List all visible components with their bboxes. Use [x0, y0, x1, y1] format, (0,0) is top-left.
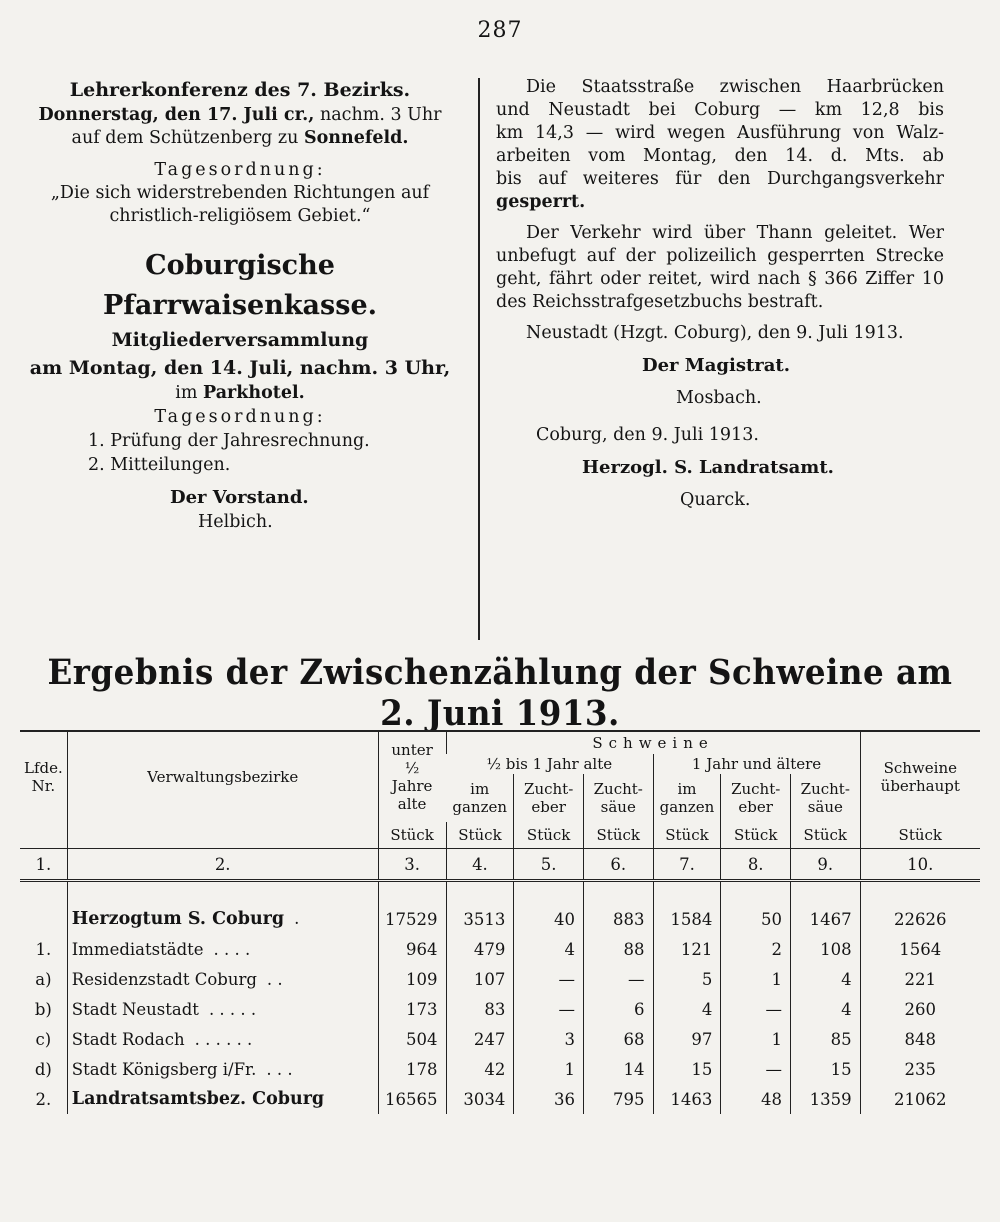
colnum-5: 5. — [514, 849, 584, 881]
road-notice-line-2: und Neustadt bei Coburg — km 12,8 bis — [496, 100, 944, 120]
colnum-4: 4. — [446, 849, 514, 881]
value-col-4: 42 — [446, 1054, 514, 1084]
column-number-row — [20, 849, 980, 881]
traffic-line-2: unbefugt auf der polizeilich gesperrten Strecke — [496, 246, 944, 266]
value-col-10: 21062 — [860, 1084, 980, 1114]
table-row — [20, 934, 980, 964]
colnum-3: 3. — [378, 849, 446, 881]
value-col-7: 1463 — [653, 1084, 721, 1114]
value-col-4: 107 — [446, 964, 514, 994]
row-number — [20, 904, 67, 934]
value-col-5: 4 — [514, 934, 584, 964]
leader-dots: . . . . . — [208, 999, 257, 1019]
value-col-7: 97 — [653, 1024, 721, 1054]
value-col-7: 15 — [653, 1054, 721, 1084]
kasse-signer-name: Helbich. — [198, 512, 273, 532]
value-col-6: 883 — [583, 904, 653, 934]
magistrat-signer: Der Magistrat. — [642, 355, 790, 376]
table-row — [20, 904, 980, 934]
header-half-to-one: ½ bis 1 Jahr alte — [486, 755, 613, 773]
district-name-cell — [67, 1054, 378, 1084]
district-name-cell — [67, 934, 378, 964]
unit-8: Stück — [721, 822, 791, 849]
unit-9: Stück — [790, 822, 860, 849]
kasse-signer: Der Vorstand. — [170, 487, 309, 508]
value-col-3: 964 — [378, 934, 446, 964]
kasse-meeting: Mitgliederversammlung — [111, 329, 369, 351]
conference-topic-2: christlich-religiösem Gebiet.“ — [109, 206, 371, 226]
value-col-10: 1564 — [860, 934, 980, 964]
table-row — [20, 1024, 980, 1054]
road-notice-line-6: gesperrt. — [496, 192, 586, 212]
colnum-10: 10. — [860, 849, 980, 881]
colnum-1: 1. — [20, 849, 67, 881]
value-col-4: 83 — [446, 994, 514, 1024]
table-title: Ergebnis der Zwischenzählung der Schweine am 2. Juni 1913. — [47, 652, 953, 734]
row-number: c) — [35, 1029, 52, 1049]
table-row — [20, 994, 980, 1024]
value-col-3: 178 — [378, 1054, 446, 1084]
magistrat-name: Mosbach. — [676, 388, 762, 408]
value-col-8: — — [721, 1054, 791, 1084]
road-notice-line-1: Die Staatsstraße zwischen Haarbrücken — [526, 77, 944, 97]
value-col-6: — — [583, 964, 653, 994]
district-name: Residenzstadt Coburg — [71, 969, 257, 989]
header-ueberhaupt: Schweine überhaupt — [860, 731, 980, 822]
conference-title: Lehrerkonferenz des 7. Bezirks. — [69, 79, 411, 101]
header-zuchtsaeue-1: Zucht-säue — [583, 774, 653, 822]
column-divider — [478, 78, 480, 640]
leader-dots: . . . . . . — [194, 1029, 253, 1049]
row-number: 1. — [35, 939, 52, 959]
value-col-3: 17529 — [378, 904, 446, 934]
left-column — [20, 76, 460, 534]
value-col-9: 1467 — [790, 904, 860, 934]
header-one-and-older: 1 Jahr und ältere — [653, 754, 860, 774]
value-col-8: — — [721, 994, 791, 1024]
kasse-place — [20, 382, 460, 405]
district-name-cell — [67, 964, 378, 994]
traffic-line-4: des Reichsstrafgesetzbuchs bestraft. — [496, 292, 824, 312]
landratsamt-signer: Herzogl. S. Landratsamt. — [582, 457, 834, 478]
value-col-8: 2 — [721, 934, 791, 964]
district-name-cell — [67, 904, 378, 934]
road-notice-line-5: bis auf weiteres für den Durchgangsverkehr — [496, 169, 944, 189]
header-im-ganzen-1: im ganzen — [452, 780, 508, 816]
road-notice-line-3: km 14,3 — wird wegen Ausführung von Walz- — [496, 123, 944, 143]
leader-dots: . — [294, 909, 300, 928]
value-col-9: 4 — [790, 964, 860, 994]
conference-place — [20, 127, 460, 150]
value-col-8: 1 — [721, 1024, 791, 1054]
unit-10: Stück — [860, 822, 980, 849]
value-col-3: 109 — [378, 964, 446, 994]
value-col-6: 6 — [583, 994, 653, 1024]
unit-3: Stück — [378, 822, 446, 849]
value-col-8: 1 — [721, 964, 791, 994]
kasse-place-name: Parkhotel. — [203, 383, 305, 403]
kasse-title: Coburgische Pfarrwaisenkasse. — [102, 250, 378, 321]
value-col-3: 16565 — [378, 1084, 446, 1114]
header-zuchtsaeue-2: Zucht-säue — [790, 774, 860, 822]
value-col-9: 1359 — [790, 1084, 860, 1114]
value-col-5: — — [514, 994, 584, 1024]
header-lfde-nr: Lfde. Nr. — [20, 731, 67, 822]
kasse-agenda-item-1: 1. Prüfung der Jahresrechnung. — [88, 431, 370, 451]
row-number: a) — [35, 969, 52, 989]
value-col-9: 108 — [790, 934, 860, 964]
place-date-neustadt: Neustadt (Hzgt. Coburg), den 9. Juli 1913. — [526, 323, 904, 343]
leader-dots: . . . . — [213, 939, 251, 959]
value-col-10: 221 — [860, 964, 980, 994]
value-col-5: 3 — [514, 1024, 584, 1054]
conference-date — [20, 104, 460, 127]
value-col-3: 173 — [378, 994, 446, 1024]
district-name: Landratsamtsbez. Coburg — [71, 1089, 325, 1109]
header-im-ganzen-2: im ganzen — [653, 774, 721, 822]
table-row — [20, 1054, 980, 1084]
colnum-6: 6. — [583, 849, 653, 881]
landratsamt-name: Quarck. — [680, 490, 751, 510]
value-col-7: 1584 — [653, 904, 721, 934]
conference-place-pre: auf dem Schützenberg zu — [71, 128, 299, 148]
kasse-agenda-item-2: 2. Mitteilungen. — [88, 455, 231, 475]
value-col-5: 36 — [514, 1084, 584, 1114]
district-name-cell — [67, 994, 378, 1024]
district-name: Stadt Rodach — [71, 1029, 185, 1049]
district-name-cell — [67, 1084, 378, 1114]
value-col-5: 1 — [514, 1054, 584, 1084]
leader-dots: . . — [266, 969, 283, 989]
value-col-7: 5 — [653, 964, 721, 994]
value-col-6: 68 — [583, 1024, 653, 1054]
value-col-9: 4 — [790, 994, 860, 1024]
conference-place-name: Sonnefeld. — [303, 128, 409, 148]
conference-date-time: nachm. 3 Uhr — [319, 105, 442, 125]
value-col-3: 504 — [378, 1024, 446, 1054]
colnum-8: 8. — [721, 849, 791, 881]
kasse-date: am Montag, den 14. Juli, nachm. 3 Uhr, — [29, 357, 451, 379]
value-col-5: — — [514, 964, 584, 994]
unit-4: Stück — [446, 822, 514, 849]
row-number: d) — [34, 1059, 52, 1079]
row-number: 2. — [35, 1089, 52, 1109]
header-zuchteber-2: Zucht-eber — [721, 774, 791, 822]
value-col-7: 4 — [653, 994, 721, 1024]
conference-topic-1: „Die sich widerstrebenden Richtungen auf — [50, 183, 430, 203]
traffic-line-1: Der Verkehr wird über Thann geleitet. Wer — [526, 223, 944, 243]
district-name: Stadt Neustadt — [71, 999, 199, 1019]
value-col-10: 235 — [860, 1054, 980, 1084]
leader-dots: . . . — [266, 1059, 293, 1079]
district-name: Immediatstädte — [71, 939, 204, 959]
kasse-agenda-label: Tagesordnung: — [154, 407, 326, 427]
table-body — [20, 904, 980, 1114]
value-col-10: 848 — [860, 1024, 980, 1054]
value-col-8: 48 — [721, 1084, 791, 1114]
value-col-6: 795 — [583, 1084, 653, 1114]
colnum-7: 7. — [653, 849, 721, 881]
table-row — [20, 964, 980, 994]
value-col-9: 85 — [790, 1024, 860, 1054]
unit-6: Stück — [583, 822, 653, 849]
conference-date-bold: Donnerstag, den 17. Juli cr., — [38, 105, 315, 125]
value-col-8: 50 — [721, 904, 791, 934]
value-col-9: 15 — [790, 1054, 860, 1084]
header-bezirke: Verwaltungsbezirke — [67, 731, 378, 822]
header-unter: unter ½ Jahre alte — [378, 731, 446, 822]
road-notice-line-4: arbeiten vom Montag, den 14. d. Mts. ab — [496, 146, 944, 166]
pig-census-table — [20, 730, 980, 1114]
table-row — [20, 1084, 980, 1114]
row-number: b) — [34, 999, 52, 1019]
value-col-4: 247 — [446, 1024, 514, 1054]
district-name: Stadt Königsberg i/Fr. — [71, 1059, 257, 1079]
district-name: Herzogtum S. Coburg — [71, 909, 285, 929]
value-col-5: 40 — [514, 904, 584, 934]
colnum-2: 2. — [67, 849, 378, 881]
unit-7: Stück — [653, 822, 721, 849]
value-col-7: 121 — [653, 934, 721, 964]
kasse-place-pre: im — [175, 383, 198, 403]
value-col-4: 3513 — [446, 904, 514, 934]
header-schweine: Schweine — [446, 731, 860, 754]
value-col-4: 479 — [446, 934, 514, 964]
header-zuchteber-1: Zucht-eber — [514, 774, 584, 822]
value-col-10: 22626 — [860, 904, 980, 934]
conference-agenda-label: Tagesordnung: — [154, 160, 326, 180]
right-column — [496, 76, 944, 512]
value-col-10: 260 — [860, 994, 980, 1024]
district-name-cell — [67, 1024, 378, 1054]
value-col-6: 14 — [583, 1054, 653, 1084]
traffic-line-3: geht, fährt oder reitet, wird nach § 366 Ziffer 10 — [496, 269, 944, 289]
unit-5: Stück — [514, 822, 584, 849]
place-date-coburg: Coburg, den 9. Juli 1913. — [536, 425, 759, 445]
page-number: 287 — [477, 18, 523, 43]
value-col-4: 3034 — [446, 1084, 514, 1114]
value-col-6: 88 — [583, 934, 653, 964]
colnum-9: 9. — [790, 849, 860, 881]
